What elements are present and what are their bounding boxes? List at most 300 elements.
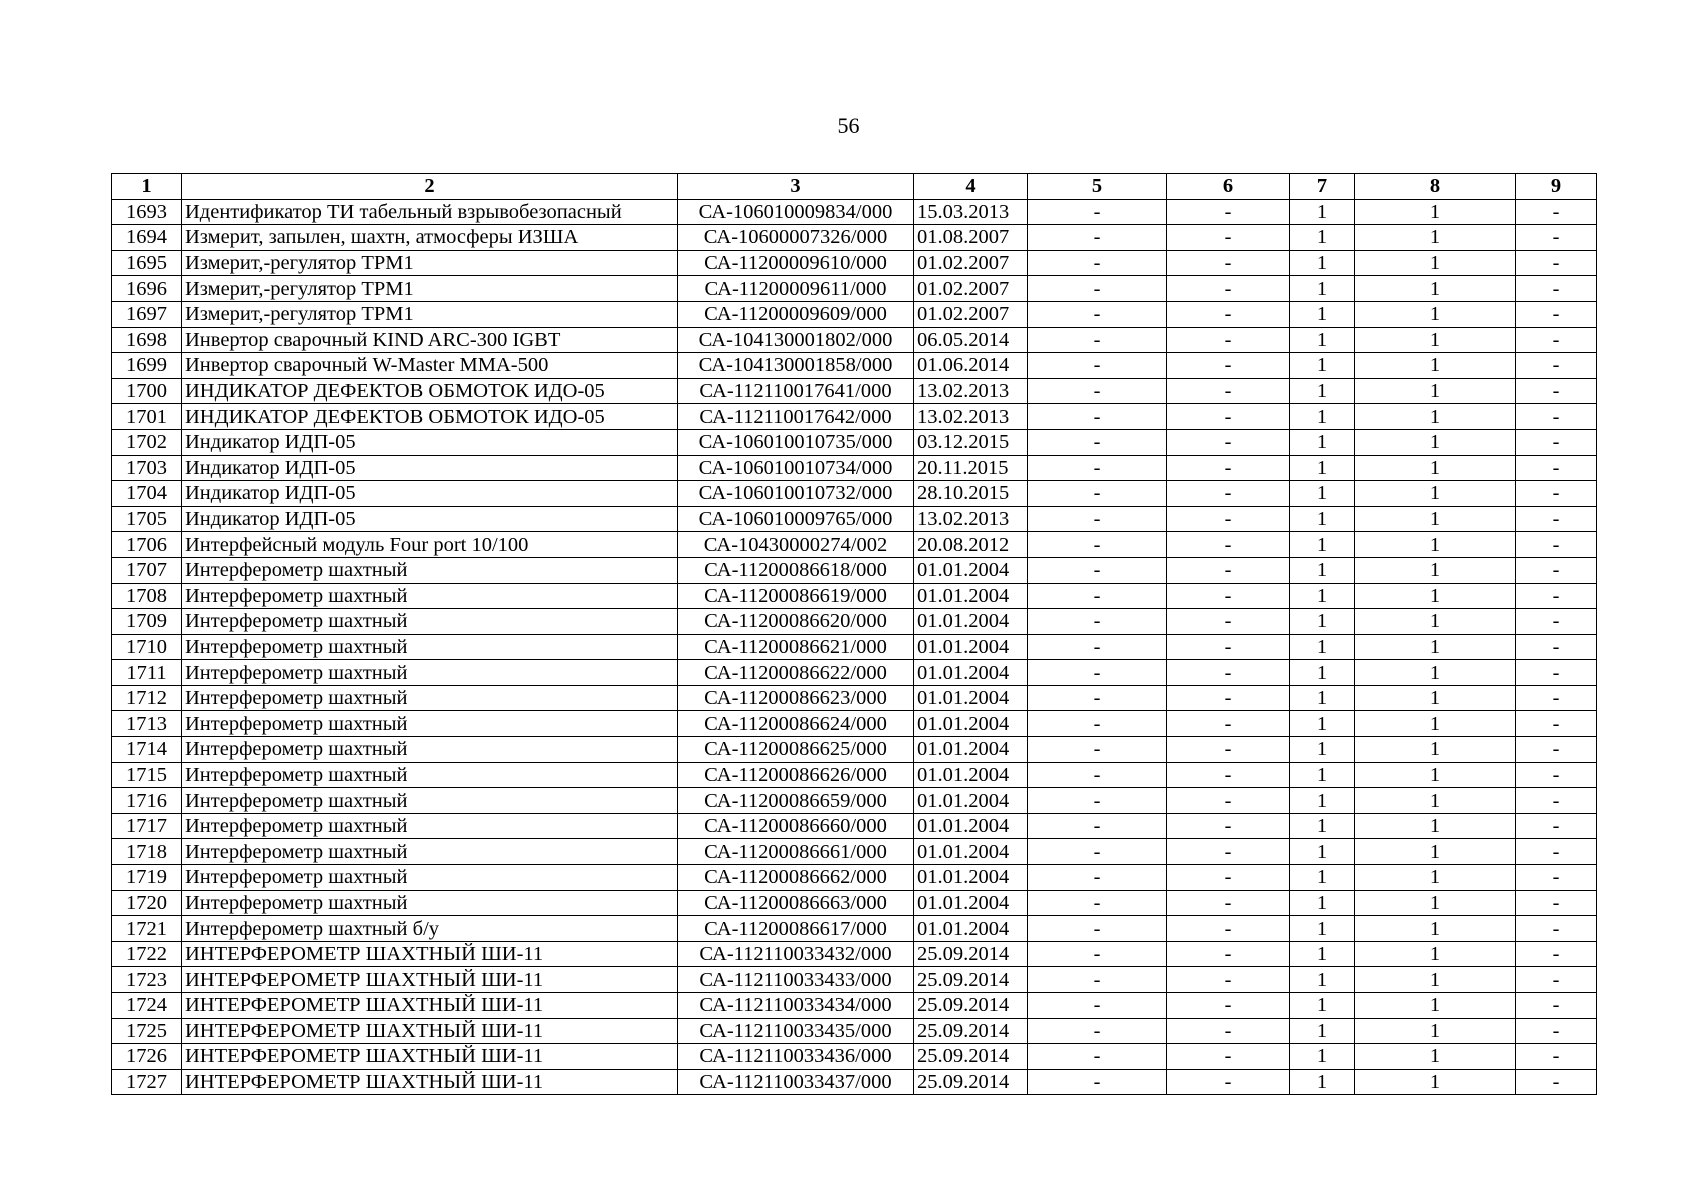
col8-cell: 1 bbox=[1355, 404, 1516, 430]
col8-cell: 1 bbox=[1355, 941, 1516, 967]
inventory-code-cell: СА-11200086659/000 bbox=[678, 788, 914, 814]
col9-cell: - bbox=[1516, 583, 1597, 609]
col6-cell: - bbox=[1167, 711, 1290, 737]
col6-cell: - bbox=[1167, 1044, 1290, 1070]
column-header-7: 7 bbox=[1290, 174, 1355, 200]
col6-cell: - bbox=[1167, 609, 1290, 635]
item-name-cell: Инвертор сварочный KIND ARC-300 IGBT bbox=[182, 327, 678, 353]
col7-cell: 1 bbox=[1290, 1018, 1355, 1044]
date-cell: 01.01.2004 bbox=[914, 813, 1028, 839]
table-row bbox=[112, 455, 1597, 481]
table-row bbox=[112, 276, 1597, 302]
col8-cell: 1 bbox=[1355, 711, 1516, 737]
item-name-cell: Индикатор ИДП-05 bbox=[182, 481, 678, 507]
item-name-cell: Интерферометр шахтный bbox=[182, 890, 678, 916]
date-cell: 01.01.2004 bbox=[914, 737, 1028, 763]
column-header-9: 9 bbox=[1516, 174, 1597, 200]
col8-cell: 1 bbox=[1355, 993, 1516, 1019]
date-cell: 25.09.2014 bbox=[914, 993, 1028, 1019]
col8-cell: 1 bbox=[1355, 1018, 1516, 1044]
table-row bbox=[112, 250, 1597, 276]
date-cell: 01.08.2007 bbox=[914, 225, 1028, 251]
header-row bbox=[112, 174, 1597, 200]
col6-cell: - bbox=[1167, 660, 1290, 686]
inventory-code-cell: СА-112110017642/000 bbox=[678, 404, 914, 430]
col8-cell: 1 bbox=[1355, 737, 1516, 763]
inventory-code-cell: СА-112110033436/000 bbox=[678, 1044, 914, 1070]
inventory-code-cell: СА-11200086663/000 bbox=[678, 890, 914, 916]
col8-cell: 1 bbox=[1355, 813, 1516, 839]
col5-cell: - bbox=[1028, 737, 1167, 763]
inventory-code-cell: СА-112110033437/000 bbox=[678, 1069, 914, 1095]
col9-cell: - bbox=[1516, 276, 1597, 302]
col6-cell: - bbox=[1167, 865, 1290, 891]
col5-cell: - bbox=[1028, 609, 1167, 635]
item-name-cell: ИНТЕРФЕРОМЕТР ШАХТНЫЙ ШИ-11 bbox=[182, 941, 678, 967]
date-cell: 01.01.2004 bbox=[914, 865, 1028, 891]
col7-cell: 1 bbox=[1290, 1069, 1355, 1095]
table-row bbox=[112, 199, 1597, 225]
col9-cell: - bbox=[1516, 660, 1597, 686]
col8-cell: 1 bbox=[1355, 1044, 1516, 1070]
inventory-code-cell: СА-11200086620/000 bbox=[678, 609, 914, 635]
row-number-cell: 1703 bbox=[112, 455, 182, 481]
inventory-code-cell: СА-112110017641/000 bbox=[678, 378, 914, 404]
inventory-code-cell: СА-11200086618/000 bbox=[678, 557, 914, 583]
col7-cell: 1 bbox=[1290, 865, 1355, 891]
col8-cell: 1 bbox=[1355, 762, 1516, 788]
inventory-code-cell: СА-11200086624/000 bbox=[678, 711, 914, 737]
column-header-4: 4 bbox=[914, 174, 1028, 200]
inventory-code-cell: СА-11200086617/000 bbox=[678, 916, 914, 942]
column-header-5: 5 bbox=[1028, 174, 1167, 200]
col5-cell: - bbox=[1028, 225, 1167, 251]
col6-cell: - bbox=[1167, 839, 1290, 865]
col6-cell: - bbox=[1167, 557, 1290, 583]
col7-cell: 1 bbox=[1290, 455, 1355, 481]
col8-cell: 1 bbox=[1355, 1069, 1516, 1095]
row-number-cell: 1701 bbox=[112, 404, 182, 430]
table-row bbox=[112, 429, 1597, 455]
col9-cell: - bbox=[1516, 609, 1597, 635]
col8-cell: 1 bbox=[1355, 609, 1516, 635]
col7-cell: 1 bbox=[1290, 276, 1355, 302]
row-number-cell: 1702 bbox=[112, 429, 182, 455]
col5-cell: - bbox=[1028, 404, 1167, 430]
table-row bbox=[112, 557, 1597, 583]
item-name-cell: Интерферометр шахтный bbox=[182, 737, 678, 763]
row-number-cell: 1727 bbox=[112, 1069, 182, 1095]
col6-cell: - bbox=[1167, 583, 1290, 609]
date-cell: 01.01.2004 bbox=[914, 685, 1028, 711]
col7-cell: 1 bbox=[1290, 993, 1355, 1019]
date-cell: 25.09.2014 bbox=[914, 1018, 1028, 1044]
row-number-cell: 1697 bbox=[112, 301, 182, 327]
col5-cell: - bbox=[1028, 481, 1167, 507]
col6-cell: - bbox=[1167, 481, 1290, 507]
col7-cell: 1 bbox=[1290, 813, 1355, 839]
row-number-cell: 1723 bbox=[112, 967, 182, 993]
col5-cell: - bbox=[1028, 378, 1167, 404]
col7-cell: 1 bbox=[1290, 916, 1355, 942]
col5-cell: - bbox=[1028, 890, 1167, 916]
col6-cell: - bbox=[1167, 455, 1290, 481]
col5-cell: - bbox=[1028, 301, 1167, 327]
date-cell: 01.01.2004 bbox=[914, 890, 1028, 916]
item-name-cell: Измерит,-регулятор ТРМ1 bbox=[182, 301, 678, 327]
table-row bbox=[112, 762, 1597, 788]
row-number-cell: 1726 bbox=[112, 1044, 182, 1070]
table-row bbox=[112, 1069, 1597, 1095]
item-name-cell: Интерферометр шахтный bbox=[182, 788, 678, 814]
column-header-1: 1 bbox=[112, 174, 182, 200]
date-cell: 03.12.2015 bbox=[914, 429, 1028, 455]
item-name-cell: Интерферометр шахтный bbox=[182, 634, 678, 660]
row-number-cell: 1718 bbox=[112, 839, 182, 865]
col9-cell: - bbox=[1516, 967, 1597, 993]
col6-cell: - bbox=[1167, 225, 1290, 251]
row-number-cell: 1706 bbox=[112, 532, 182, 558]
row-number-cell: 1711 bbox=[112, 660, 182, 686]
item-name-cell: ИНТЕРФЕРОМЕТР ШАХТНЫЙ ШИ-11 bbox=[182, 1069, 678, 1095]
row-number-cell: 1699 bbox=[112, 353, 182, 379]
date-cell: 01.01.2004 bbox=[914, 711, 1028, 737]
col7-cell: 1 bbox=[1290, 660, 1355, 686]
col7-cell: 1 bbox=[1290, 250, 1355, 276]
col8-cell: 1 bbox=[1355, 967, 1516, 993]
inventory-code-cell: СА-106010010732/000 bbox=[678, 481, 914, 507]
item-name-cell: Интерферометр шахтный bbox=[182, 583, 678, 609]
row-number-cell: 1695 bbox=[112, 250, 182, 276]
table-row bbox=[112, 481, 1597, 507]
row-number-cell: 1693 bbox=[112, 199, 182, 225]
inventory-code-cell: СА-11200086622/000 bbox=[678, 660, 914, 686]
col7-cell: 1 bbox=[1290, 404, 1355, 430]
col9-cell: - bbox=[1516, 353, 1597, 379]
inventory-code-cell: СА-104130001858/000 bbox=[678, 353, 914, 379]
date-cell: 01.01.2004 bbox=[914, 788, 1028, 814]
table-row bbox=[112, 813, 1597, 839]
col9-cell: - bbox=[1516, 788, 1597, 814]
date-cell: 13.02.2013 bbox=[914, 506, 1028, 532]
col8-cell: 1 bbox=[1355, 327, 1516, 353]
row-number-cell: 1710 bbox=[112, 634, 182, 660]
table-body bbox=[112, 199, 1597, 1095]
col9-cell: - bbox=[1516, 557, 1597, 583]
date-cell: 01.06.2014 bbox=[914, 353, 1028, 379]
date-cell: 28.10.2015 bbox=[914, 481, 1028, 507]
inventory-code-cell: СА-11200009609/000 bbox=[678, 301, 914, 327]
table-row bbox=[112, 967, 1597, 993]
table-row bbox=[112, 404, 1597, 430]
table-row bbox=[112, 532, 1597, 558]
inventory-table bbox=[111, 173, 1597, 1095]
col6-cell: - bbox=[1167, 378, 1290, 404]
inventory-code-cell: СА-11200086660/000 bbox=[678, 813, 914, 839]
row-number-cell: 1694 bbox=[112, 225, 182, 251]
col5-cell: - bbox=[1028, 557, 1167, 583]
inventory-code-cell: СА-10430000274/002 bbox=[678, 532, 914, 558]
inventory-code-cell: СА-112110033434/000 bbox=[678, 993, 914, 1019]
col6-cell: - bbox=[1167, 429, 1290, 455]
col9-cell: - bbox=[1516, 429, 1597, 455]
table-row bbox=[112, 634, 1597, 660]
column-header-3: 3 bbox=[678, 174, 914, 200]
table-row bbox=[112, 583, 1597, 609]
table-row bbox=[112, 609, 1597, 635]
col9-cell: - bbox=[1516, 890, 1597, 916]
item-name-cell: Интерферометр шахтный bbox=[182, 762, 678, 788]
column-header-6: 6 bbox=[1167, 174, 1290, 200]
table-row bbox=[112, 711, 1597, 737]
item-name-cell: Интерферометр шахтный bbox=[182, 711, 678, 737]
col9-cell: - bbox=[1516, 327, 1597, 353]
item-name-cell: ИНДИКАТОР ДЕФЕКТОВ ОБМОТОК ИДО-05 bbox=[182, 404, 678, 430]
col8-cell: 1 bbox=[1355, 916, 1516, 942]
date-cell: 20.11.2015 bbox=[914, 455, 1028, 481]
date-cell: 25.09.2014 bbox=[914, 1044, 1028, 1070]
date-cell: 25.09.2014 bbox=[914, 941, 1028, 967]
item-name-cell: Интерферометр шахтный б/у bbox=[182, 916, 678, 942]
col5-cell: - bbox=[1028, 788, 1167, 814]
col7-cell: 1 bbox=[1290, 711, 1355, 737]
col5-cell: - bbox=[1028, 711, 1167, 737]
date-cell: 20.08.2012 bbox=[914, 532, 1028, 558]
col6-cell: - bbox=[1167, 762, 1290, 788]
row-number-cell: 1716 bbox=[112, 788, 182, 814]
row-number-cell: 1712 bbox=[112, 685, 182, 711]
col9-cell: - bbox=[1516, 737, 1597, 763]
col9-cell: - bbox=[1516, 634, 1597, 660]
table-row bbox=[112, 225, 1597, 251]
col9-cell: - bbox=[1516, 916, 1597, 942]
col7-cell: 1 bbox=[1290, 429, 1355, 455]
col7-cell: 1 bbox=[1290, 890, 1355, 916]
table-row bbox=[112, 378, 1597, 404]
col9-cell: - bbox=[1516, 506, 1597, 532]
inventory-code-cell: СА-11200086621/000 bbox=[678, 634, 914, 660]
table-row bbox=[112, 839, 1597, 865]
col9-cell: - bbox=[1516, 301, 1597, 327]
table-row bbox=[112, 327, 1597, 353]
row-number-cell: 1724 bbox=[112, 993, 182, 1019]
col8-cell: 1 bbox=[1355, 839, 1516, 865]
row-number-cell: 1722 bbox=[112, 941, 182, 967]
inventory-code-cell: СА-11200086623/000 bbox=[678, 685, 914, 711]
date-cell: 01.02.2007 bbox=[914, 301, 1028, 327]
inventory-code-cell: СА-11200009610/000 bbox=[678, 250, 914, 276]
row-number-cell: 1696 bbox=[112, 276, 182, 302]
item-name-cell: Индикатор ИДП-05 bbox=[182, 506, 678, 532]
col9-cell: - bbox=[1516, 993, 1597, 1019]
col8-cell: 1 bbox=[1355, 301, 1516, 327]
table-row bbox=[112, 1044, 1597, 1070]
col8-cell: 1 bbox=[1355, 788, 1516, 814]
col9-cell: - bbox=[1516, 1018, 1597, 1044]
inventory-code-cell: СА-11200086619/000 bbox=[678, 583, 914, 609]
col9-cell: - bbox=[1516, 762, 1597, 788]
col8-cell: 1 bbox=[1355, 583, 1516, 609]
inventory-code-cell: СА-11200009611/000 bbox=[678, 276, 914, 302]
col6-cell: - bbox=[1167, 993, 1290, 1019]
date-cell: 13.02.2013 bbox=[914, 378, 1028, 404]
col9-cell: - bbox=[1516, 711, 1597, 737]
table-row bbox=[112, 916, 1597, 942]
item-name-cell: Измерит,-регулятор ТРМ1 bbox=[182, 276, 678, 302]
col7-cell: 1 bbox=[1290, 634, 1355, 660]
table-row bbox=[112, 788, 1597, 814]
inventory-code-cell: СА-10600007326/000 bbox=[678, 225, 914, 251]
item-name-cell: Интерфейсный модуль Four port 10/100 bbox=[182, 532, 678, 558]
table-row bbox=[112, 737, 1597, 763]
date-cell: 13.02.2013 bbox=[914, 404, 1028, 430]
col7-cell: 1 bbox=[1290, 941, 1355, 967]
col7-cell: 1 bbox=[1290, 788, 1355, 814]
col6-cell: - bbox=[1167, 301, 1290, 327]
row-number-cell: 1708 bbox=[112, 583, 182, 609]
item-name-cell: Индикатор ИДП-05 bbox=[182, 429, 678, 455]
inventory-code-cell: СА-106010010734/000 bbox=[678, 455, 914, 481]
date-cell: 01.01.2004 bbox=[914, 839, 1028, 865]
col9-cell: - bbox=[1516, 481, 1597, 507]
col9-cell: - bbox=[1516, 839, 1597, 865]
col6-cell: - bbox=[1167, 1069, 1290, 1095]
item-name-cell: Измерит, запылен, шахтн, атмосферы ИЗША bbox=[182, 225, 678, 251]
inventory-code-cell: СА-112110033432/000 bbox=[678, 941, 914, 967]
row-number-cell: 1709 bbox=[112, 609, 182, 635]
col5-cell: - bbox=[1028, 660, 1167, 686]
col5-cell: - bbox=[1028, 199, 1167, 225]
col7-cell: 1 bbox=[1290, 1044, 1355, 1070]
col5-cell: - bbox=[1028, 327, 1167, 353]
col9-cell: - bbox=[1516, 685, 1597, 711]
col7-cell: 1 bbox=[1290, 839, 1355, 865]
item-name-cell: Индикатор ИДП-05 bbox=[182, 455, 678, 481]
col9-cell: - bbox=[1516, 532, 1597, 558]
col5-cell: - bbox=[1028, 429, 1167, 455]
row-number-cell: 1705 bbox=[112, 506, 182, 532]
col8-cell: 1 bbox=[1355, 455, 1516, 481]
col9-cell: - bbox=[1516, 378, 1597, 404]
table-row bbox=[112, 1018, 1597, 1044]
col5-cell: - bbox=[1028, 916, 1167, 942]
col6-cell: - bbox=[1167, 276, 1290, 302]
col5-cell: - bbox=[1028, 276, 1167, 302]
item-name-cell: Интерферометр шахтный bbox=[182, 557, 678, 583]
date-cell: 25.09.2014 bbox=[914, 967, 1028, 993]
col9-cell: - bbox=[1516, 250, 1597, 276]
date-cell: 01.01.2004 bbox=[914, 634, 1028, 660]
col6-cell: - bbox=[1167, 737, 1290, 763]
item-name-cell: Идентификатор ТИ табельный взрывобезопасный bbox=[182, 199, 678, 225]
item-name-cell: Интерферометр шахтный bbox=[182, 865, 678, 891]
inventory-code-cell: СА-112110033435/000 bbox=[678, 1018, 914, 1044]
col6-cell: - bbox=[1167, 532, 1290, 558]
col6-cell: - bbox=[1167, 788, 1290, 814]
table-row bbox=[112, 301, 1597, 327]
col5-cell: - bbox=[1028, 455, 1167, 481]
col7-cell: 1 bbox=[1290, 481, 1355, 507]
col6-cell: - bbox=[1167, 327, 1290, 353]
col7-cell: 1 bbox=[1290, 506, 1355, 532]
col5-cell: - bbox=[1028, 634, 1167, 660]
col9-cell: - bbox=[1516, 404, 1597, 430]
row-number-cell: 1715 bbox=[112, 762, 182, 788]
inventory-code-cell: СА-106010009765/000 bbox=[678, 506, 914, 532]
inventory-code-cell: СА-11200086626/000 bbox=[678, 762, 914, 788]
col6-cell: - bbox=[1167, 916, 1290, 942]
col9-cell: - bbox=[1516, 1069, 1597, 1095]
table-row bbox=[112, 941, 1597, 967]
item-name-cell: ИНДИКАТОР ДЕФЕКТОВ ОБМОТОК ИДО-05 bbox=[182, 378, 678, 404]
table-row bbox=[112, 865, 1597, 891]
item-name-cell: Интерферометр шахтный bbox=[182, 609, 678, 635]
col8-cell: 1 bbox=[1355, 250, 1516, 276]
col8-cell: 1 bbox=[1355, 506, 1516, 532]
col7-cell: 1 bbox=[1290, 378, 1355, 404]
col5-cell: - bbox=[1028, 1018, 1167, 1044]
date-cell: 01.01.2004 bbox=[914, 660, 1028, 686]
col6-cell: - bbox=[1167, 199, 1290, 225]
item-name-cell: ИНТЕРФЕРОМЕТР ШАХТНЫЙ ШИ-11 bbox=[182, 967, 678, 993]
col9-cell: - bbox=[1516, 813, 1597, 839]
col6-cell: - bbox=[1167, 685, 1290, 711]
table-row bbox=[112, 353, 1597, 379]
col9-cell: - bbox=[1516, 455, 1597, 481]
col7-cell: 1 bbox=[1290, 353, 1355, 379]
table-row bbox=[112, 506, 1597, 532]
item-name-cell: ИНТЕРФЕРОМЕТР ШАХТНЫЙ ШИ-11 bbox=[182, 1018, 678, 1044]
col8-cell: 1 bbox=[1355, 557, 1516, 583]
item-name-cell: Интерферометр шахтный bbox=[182, 813, 678, 839]
column-header-8: 8 bbox=[1355, 174, 1516, 200]
inventory-code-cell: СА-11200086625/000 bbox=[678, 737, 914, 763]
page-number: 56 bbox=[837, 113, 860, 138]
col6-cell: - bbox=[1167, 404, 1290, 430]
col7-cell: 1 bbox=[1290, 609, 1355, 635]
col5-cell: - bbox=[1028, 813, 1167, 839]
col6-cell: - bbox=[1167, 353, 1290, 379]
item-name-cell: Интерферометр шахтный bbox=[182, 839, 678, 865]
row-number-cell: 1720 bbox=[112, 890, 182, 916]
date-cell: 06.05.2014 bbox=[914, 327, 1028, 353]
row-number-cell: 1707 bbox=[112, 557, 182, 583]
row-number-cell: 1713 bbox=[112, 711, 182, 737]
col8-cell: 1 bbox=[1355, 199, 1516, 225]
col8-cell: 1 bbox=[1355, 481, 1516, 507]
col8-cell: 1 bbox=[1355, 890, 1516, 916]
item-name-cell: Интерферометр шахтный bbox=[182, 660, 678, 686]
col6-cell: - bbox=[1167, 634, 1290, 660]
col9-cell: - bbox=[1516, 941, 1597, 967]
item-name-cell: Интерферометр шахтный bbox=[182, 685, 678, 711]
col7-cell: 1 bbox=[1290, 301, 1355, 327]
date-cell: 01.01.2004 bbox=[914, 557, 1028, 583]
column-header-2: 2 bbox=[182, 174, 678, 200]
row-number-cell: 1717 bbox=[112, 813, 182, 839]
table-row bbox=[112, 660, 1597, 686]
col8-cell: 1 bbox=[1355, 532, 1516, 558]
col8-cell: 1 bbox=[1355, 634, 1516, 660]
col7-cell: 1 bbox=[1290, 557, 1355, 583]
col5-cell: - bbox=[1028, 250, 1167, 276]
row-number-cell: 1700 bbox=[112, 378, 182, 404]
col8-cell: 1 bbox=[1355, 660, 1516, 686]
col5-cell: - bbox=[1028, 993, 1167, 1019]
inventory-code-cell: СА-104130001802/000 bbox=[678, 327, 914, 353]
col8-cell: 1 bbox=[1355, 378, 1516, 404]
col8-cell: 1 bbox=[1355, 276, 1516, 302]
